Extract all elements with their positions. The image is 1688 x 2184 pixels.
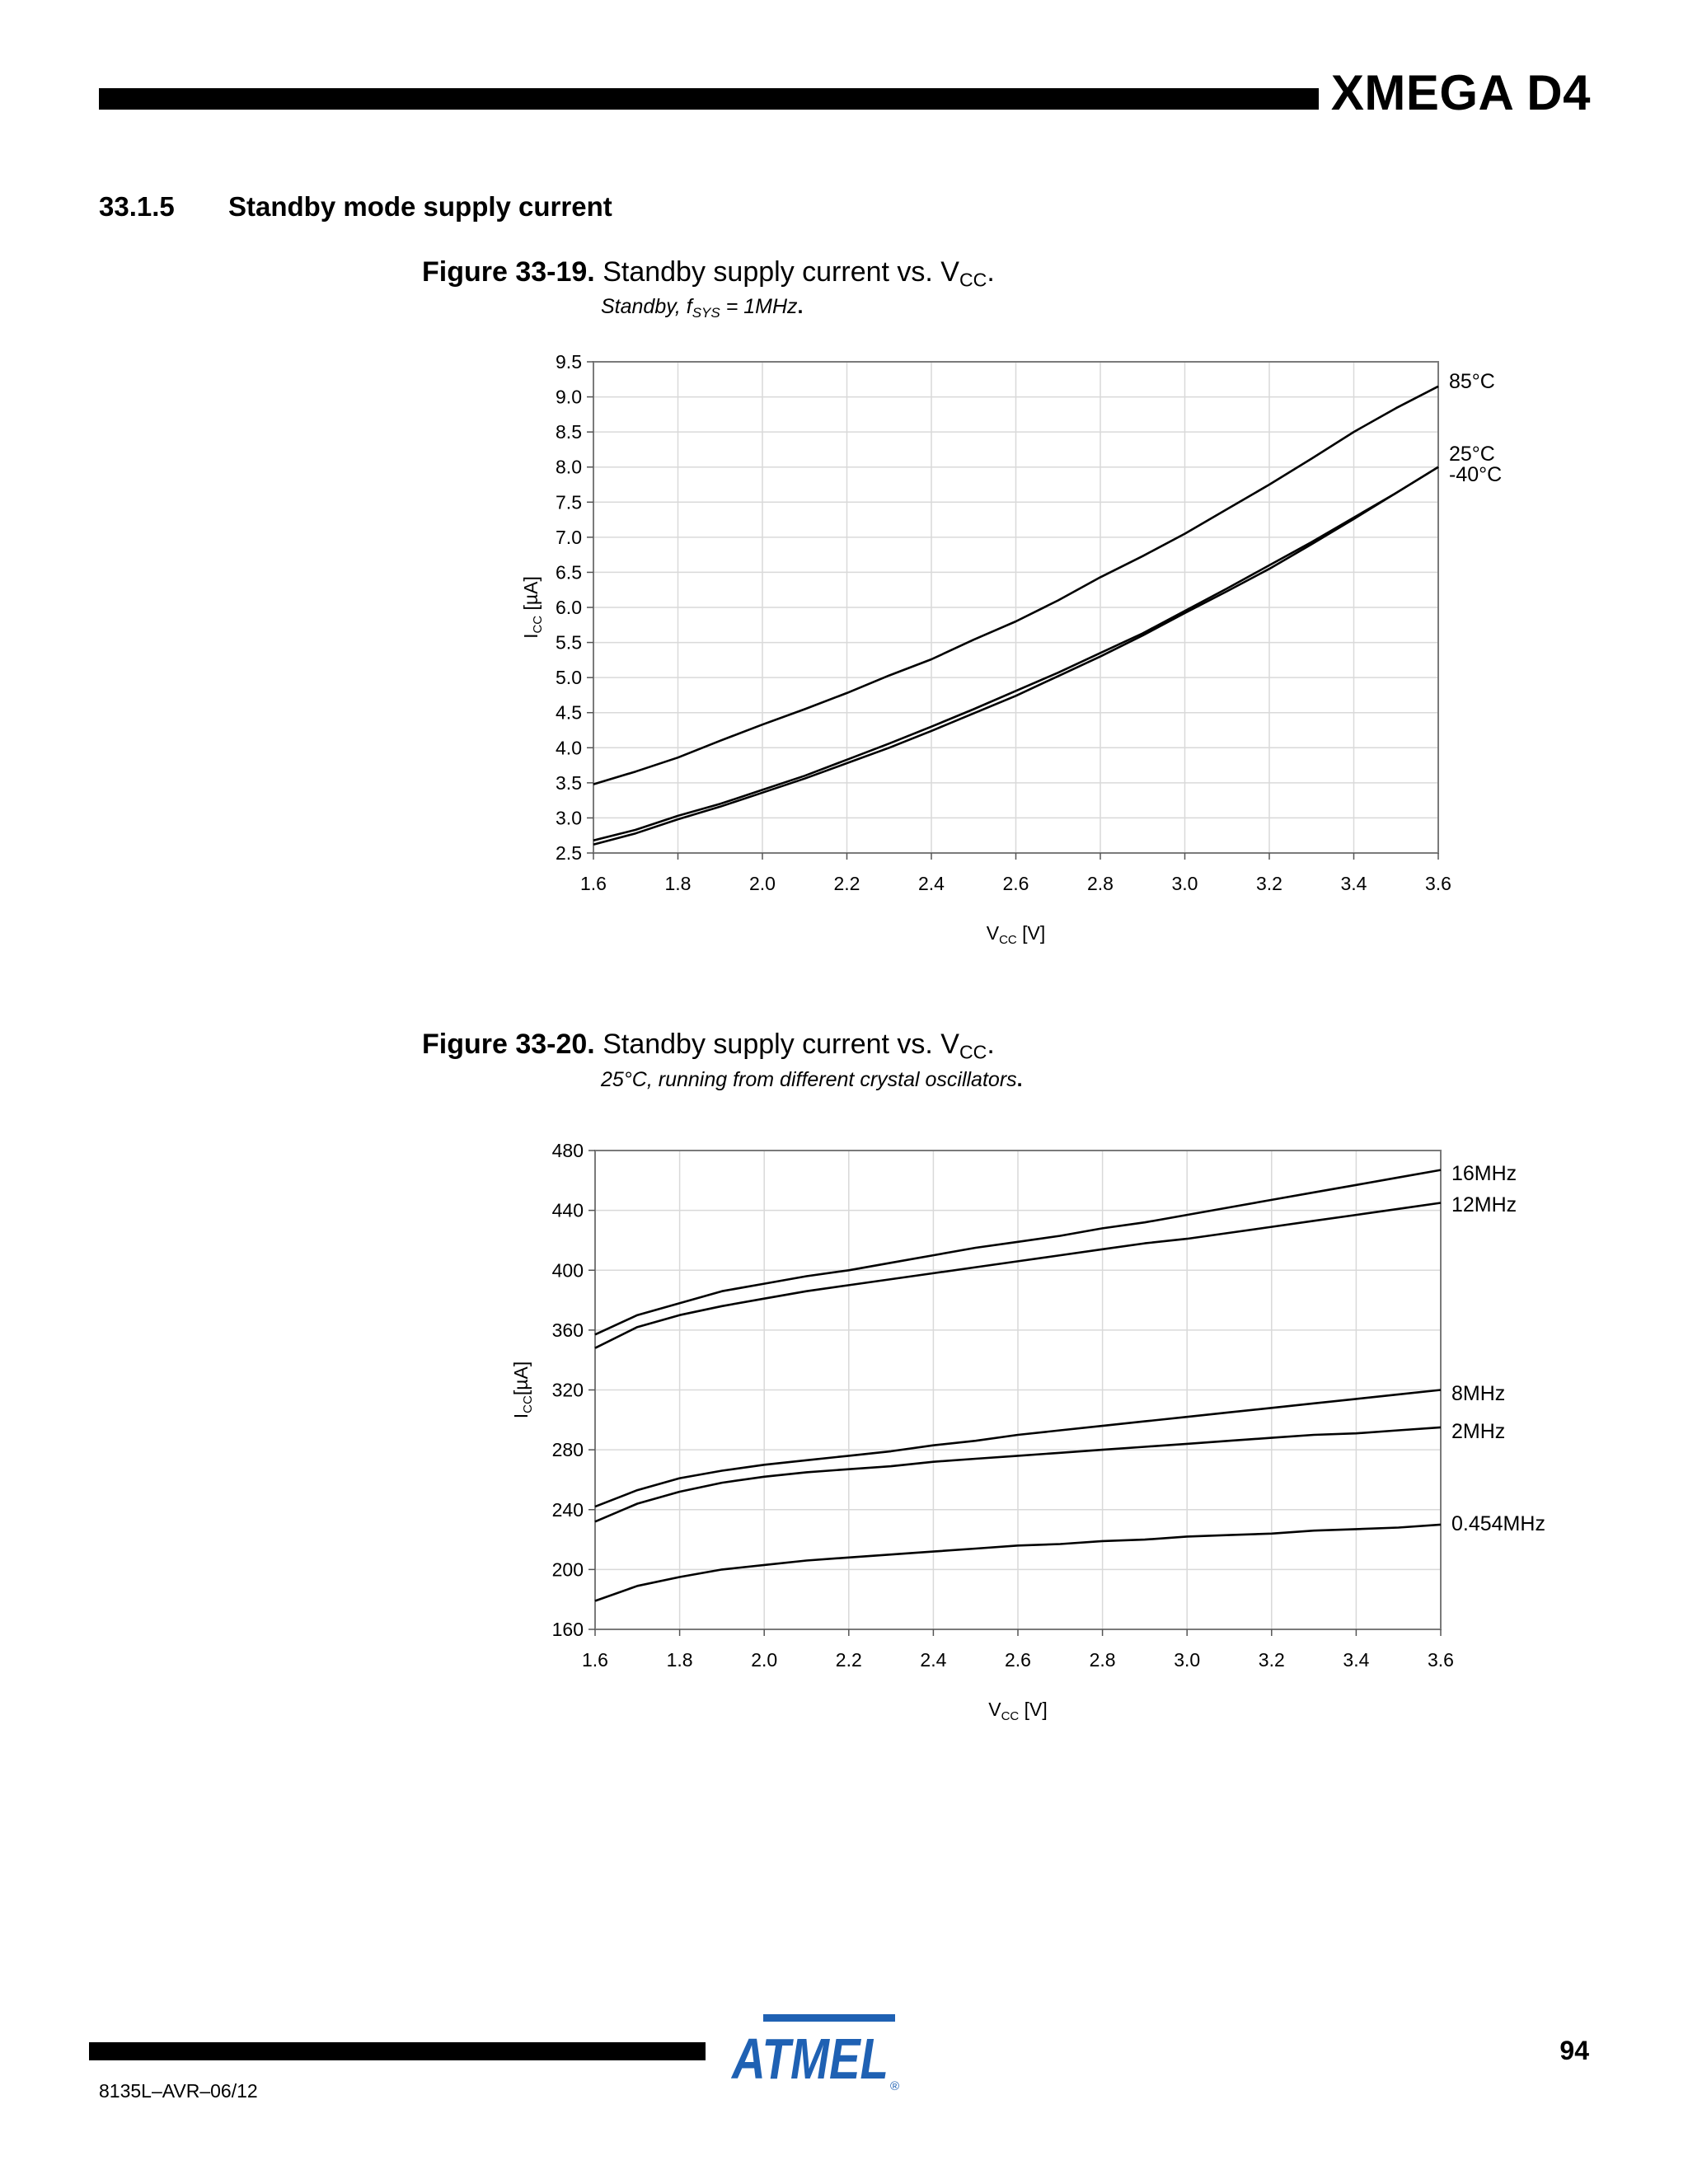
y-tick-label: 4.5 <box>556 701 582 724</box>
footer-rule <box>89 2042 706 2060</box>
y-tick-label: 9.0 <box>556 386 582 408</box>
y-tick-label: 5.5 <box>556 631 582 654</box>
series-label: -40°C <box>1449 463 1503 486</box>
y-axis-title: $I_{CC}$ [µA] <box>520 576 545 639</box>
figure1-subtitle-post: = 1MHz <box>720 295 798 318</box>
x-tick-label: 3.6 <box>1425 873 1451 894</box>
y-tick-label: 240 <box>551 1498 584 1521</box>
series-label: 25°C <box>1449 443 1495 466</box>
y-tick-label: 8.0 <box>556 456 582 478</box>
y-tick-label: 7.5 <box>556 491 582 513</box>
figure1-subtitle-subscript: SYS <box>692 304 720 321</box>
document-title: XMEGA D4 <box>1330 65 1591 120</box>
figure2-subtitle-text: 25°C, running from different crystal oscillators <box>601 1068 1017 1091</box>
y-tick-label: 480 <box>551 1140 584 1161</box>
figure1-caption-end: . <box>987 256 995 288</box>
x-tick-label: 2.2 <box>833 873 860 894</box>
series-label: 12MHz <box>1451 1193 1517 1216</box>
x-tick-label: 2.4 <box>920 1649 947 1671</box>
x-tick-label: 2.6 <box>1005 1649 1031 1671</box>
y-tick-label: 2.5 <box>556 842 582 864</box>
series-label: 16MHz <box>1451 1162 1517 1185</box>
figure1-subtitle-end: . <box>797 295 804 318</box>
x-tick-label: 2.0 <box>749 873 776 894</box>
x-tick-label: 3.4 <box>1340 873 1367 894</box>
y-tick-label: 320 <box>551 1379 584 1401</box>
figure2-label: Figure 33-20. <box>422 1029 595 1060</box>
x-tick-label: 2.2 <box>835 1649 862 1671</box>
x-axis-title: $V_{CC}$ [V] <box>988 1699 1048 1723</box>
x-tick-label: 2.0 <box>751 1649 778 1671</box>
x-tick-label: 1.6 <box>580 873 607 894</box>
x-tick-label: 1.8 <box>664 873 692 894</box>
y-tick-label: 200 <box>551 1558 584 1581</box>
x-tick-label: 2.8 <box>1087 873 1114 894</box>
figure1-caption-text: Standby supply current vs. V <box>603 256 959 288</box>
y-tick-label: 9.5 <box>556 351 582 373</box>
x-tick-label: 3.2 <box>1258 1649 1285 1671</box>
x-tick-label: 3.4 <box>1343 1649 1370 1671</box>
logo-top-bar <box>763 2014 895 2022</box>
logo-registered-mark: ® <box>890 2079 900 2093</box>
y-tick-label: 8.5 <box>556 421 582 443</box>
y-tick-label: 6.0 <box>556 597 582 618</box>
series-label: 85°C <box>1449 370 1495 393</box>
x-tick-label: 3.2 <box>1256 873 1282 894</box>
x-tick-label: 2.8 <box>1089 1649 1116 1671</box>
y-tick-label: 7.0 <box>556 526 582 548</box>
section-title: Standby mode supply current <box>228 191 612 222</box>
figure1-caption-subscript: CC <box>959 269 987 291</box>
series-label: 2MHz <box>1451 1420 1506 1443</box>
y-tick-label: 4.0 <box>556 737 582 759</box>
x-tick-label: 2.4 <box>918 873 945 894</box>
series-label: 8MHz <box>1451 1382 1506 1405</box>
y-tick-label: 400 <box>551 1259 584 1282</box>
x-tick-label: 3.0 <box>1174 1649 1201 1671</box>
x-axis-title: $V_{CC}$ [V] <box>986 922 1046 947</box>
y-tick-label: 360 <box>551 1319 584 1341</box>
y-tick-label: 3.5 <box>556 771 582 794</box>
figure1-subtitle-pre: Standby, f <box>601 295 692 318</box>
x-tick-label: 1.6 <box>582 1649 608 1671</box>
figure2-subtitle-end: . <box>1016 1068 1023 1091</box>
y-tick-label: 6.5 <box>556 561 582 583</box>
logo-text: ATMEL <box>730 2027 889 2091</box>
atmel-logo <box>725 2011 907 2093</box>
figure2-caption-end: . <box>987 1029 995 1060</box>
series-label: 0.454MHz <box>1451 1512 1545 1535</box>
document-id: 8135L–AVR–06/12 <box>99 2080 258 2102</box>
figure2-caption-text: Standby supply current vs. V <box>603 1029 959 1060</box>
y-tick-label: 160 <box>551 1619 584 1640</box>
y-tick-label: 3.0 <box>556 807 582 829</box>
x-tick-label: 1.8 <box>666 1649 693 1671</box>
section-number: 33.1.5 <box>99 191 175 222</box>
x-tick-label: 3.0 <box>1171 873 1198 894</box>
figure2-caption-subscript: CC <box>959 1041 987 1063</box>
x-tick-label: 2.6 <box>1002 873 1029 894</box>
y-tick-label: 440 <box>551 1199 584 1221</box>
page-number: 94 <box>1559 2036 1589 2065</box>
y-tick-label: 5.0 <box>556 667 582 689</box>
x-tick-label: 3.6 <box>1428 1649 1454 1671</box>
y-tick-label: 280 <box>551 1439 584 1461</box>
y-axis-title: $I_{CC}[\mu A]$ <box>510 1361 535 1419</box>
figure1-label: Figure 33-19. <box>422 256 595 288</box>
